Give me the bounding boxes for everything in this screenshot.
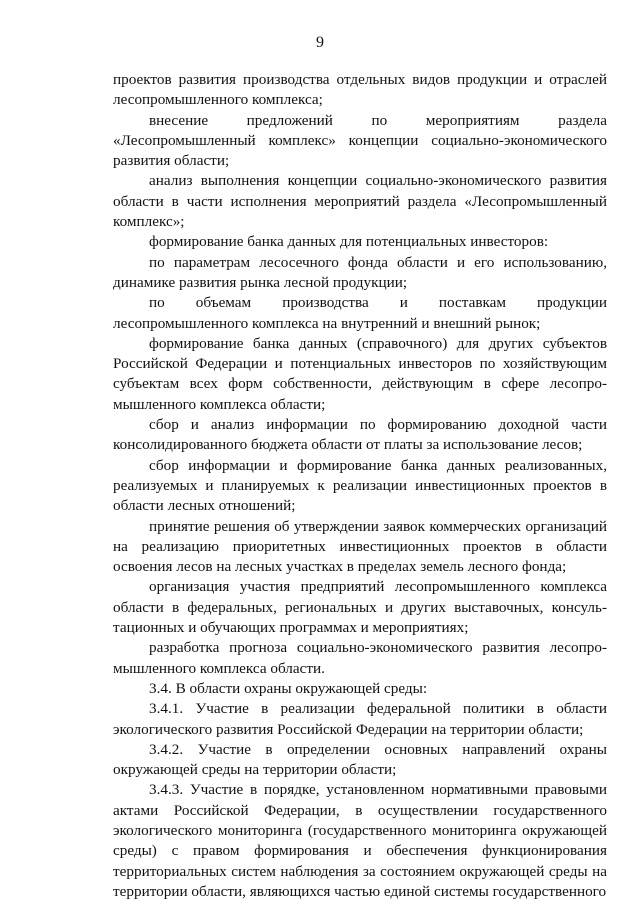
paragraph: анализ выполнения концепции социально-экономического развития области в части исполнения мероприятий раздела «Лесопромышленный комплекс»; <box>113 172 607 231</box>
section-heading-3-4: 3.4. В области охраны окружающей среды: <box>149 679 428 697</box>
paragraph: сбор и анализ информации по формированию доходной части консолидированного бюджета области от платы за использование лесов; <box>113 416 607 454</box>
paragraph: организация участия предприятий лесопромышленного комплекса области в федеральных, региональных и других выставочных, консультационных и обучающих программах и мероприятиях; <box>113 578 607 637</box>
paragraph-3-4-2: 3.4.2. Участие в определении основных направлений охраны окружающей среды на территории области; <box>113 740 607 779</box>
paragraph: по объемам производства и поставкам продукции лесопромышленного комплекса на внутренний и внешний рынок; <box>113 294 607 332</box>
page-number: 9 <box>316 34 324 51</box>
paragraph: формирование банка данных (справочного) для других субъектов Российской Федерации и потенциальных инвесторов по хозяйствующим субъектам всех форм собственности, действующим в сфере лесопромышленного комплекса области; <box>113 334 607 413</box>
paragraph: по параметрам лесосечного фонда области и его использованию, динамике развития рынка лесной продукции; <box>113 253 607 291</box>
paragraph: сбор информации и формирование банка данных реализованных, реализуемых и планируемых к реализации инвестиционных проектов в области лесных отношений; <box>113 456 607 515</box>
paragraph-3-4-3: 3.4.3. Участие в порядке, установленном нормативными правовыми актами Российской Федерации, в осуществлении государственного экологического мониторинга (государственного мониторинга окружающей среды) с правом формирования и обеспечения функционирования территориальных систем наблюдения за состоянием окружающей среды на территории области, являющихся частью единой системы государственного <box>113 781 607 900</box>
document-body <box>113 70 607 902</box>
paragraph: принятие решения об утверждении заявок коммерческих организаций на реализацию приоритетных инвестиционных проектов в области освоения лесов на лесных участках в пределах земель лесного фонда; <box>113 517 607 576</box>
paragraph: разработка прогноза социально-экономического развития лесопромышленного комплекса области. <box>113 639 607 677</box>
paragraph-continuation: проектов развития производства отдельных видов продукции и отраслей лесопромышленного комплекса; <box>113 71 607 109</box>
paragraph: формирование банка данных для потенциальных инвесторов: <box>149 233 549 251</box>
paragraph: внесение предложений по мероприятиям раздела «Лесопромышленный комплекс» концепции социально-экономического развития области; <box>113 111 607 170</box>
paragraph-3-4-1: 3.4.1. Участие в реализации федеральной политики в области экологического развития Российской Федерации на территории области; <box>113 700 607 738</box>
